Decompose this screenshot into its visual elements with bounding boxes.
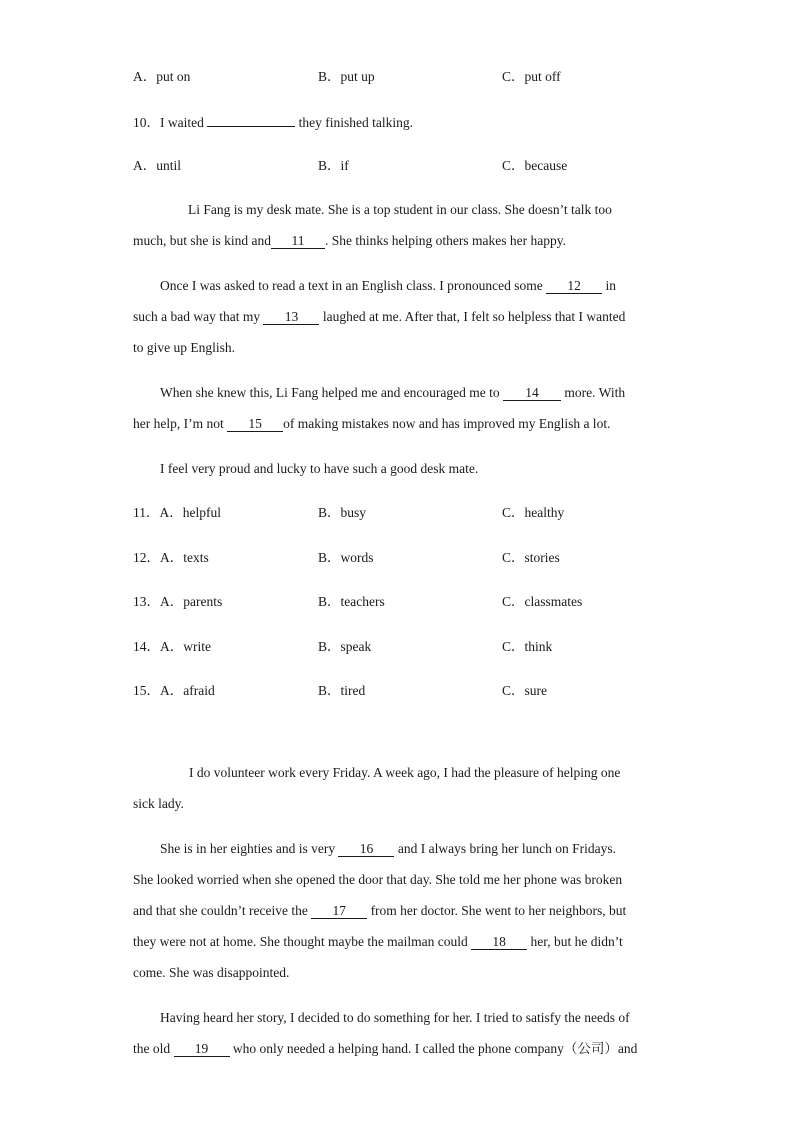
q10-option-a: A．until — [133, 158, 182, 173]
text-segment: laughed at me. After that, I felt so helpless that I wanted — [322, 309, 626, 324]
passage3-p1-line1: I do volunteer work every Friday. A week ago, I had the pleasure of helping one — [189, 765, 621, 780]
text-segment: her help, I’m not — [133, 416, 224, 431]
blank-19: 19 — [174, 1042, 230, 1057]
q14-option-c: C．think — [502, 639, 553, 654]
q15-option-a: 15．A．afraid — [133, 683, 215, 698]
text-segment: She is in her eighties and is very — [160, 841, 336, 856]
text-segment: more. With — [564, 385, 626, 400]
q15-option-c: C．sure — [502, 683, 547, 698]
blank-11: 11 — [271, 234, 325, 249]
q11-option-a: 11．A．helpful — [133, 505, 221, 520]
q10-stem-after: they finished talking. — [298, 115, 413, 130]
passage2-p2-line3: to give up English. — [133, 340, 235, 355]
text-segment: her, but he didn’t — [530, 934, 623, 949]
text-segment: and I always bring her lunch on Fridays. — [397, 841, 617, 856]
q13-option-a: 13．A．parents — [133, 594, 223, 609]
blank-15: 15 — [227, 417, 283, 432]
text-segment: from her doctor. She went to her neighbors, but — [370, 903, 627, 918]
q10-blank — [207, 113, 295, 127]
passage3-p3-line1: Having heard her story, I decided to do something for her. I tried to satisfy the needs of — [160, 1010, 630, 1025]
text-segment: they were not at home. She thought maybe the mailman could — [133, 934, 468, 949]
text-segment: much, but she is kind and — [133, 233, 271, 248]
passage3-p3-line2 — [133, 1041, 637, 1057]
q9-option-c: C．put off — [502, 69, 561, 84]
q10-stem-before: 10．I waited — [133, 115, 204, 130]
blank-13: 13 — [263, 310, 319, 325]
blank-16: 16 — [338, 842, 394, 857]
q9-option-b: B．put up — [318, 69, 375, 84]
text-segment: When she knew this, Li Fang helped me and encouraged me to — [160, 385, 500, 400]
text-segment: Once I was asked to read a text in an English class. I pronounced some — [160, 278, 543, 293]
q14-option-b: B．speak — [318, 639, 372, 654]
passage2-p3-line1 — [160, 385, 625, 401]
passage2-p2-line1 — [160, 278, 616, 294]
passage3-p2-line4 — [133, 934, 623, 950]
q12-option-b: B．words — [318, 550, 374, 565]
q14-option-a: 14．A．write — [133, 639, 211, 654]
text-segment: . She thinks helping others makes her happy. — [325, 233, 566, 248]
passage2-p1-line2 — [133, 233, 566, 249]
q15-option-b: B．tired — [318, 683, 366, 698]
q11-option-b: B．busy — [318, 505, 367, 520]
q10-option-b: B．if — [318, 158, 349, 173]
q11-option-c: C．healthy — [502, 505, 565, 520]
q10-stem — [133, 113, 413, 131]
text-segment: of making mistakes now and has improved my English a lot. — [283, 416, 611, 431]
text-segment: and that she couldn’t receive the — [133, 903, 308, 918]
passage3-p2-line1 — [160, 841, 616, 857]
q13-option-b: B．teachers — [318, 594, 385, 609]
text-segment: in — [605, 278, 617, 293]
passage2-p2-line2 — [133, 309, 625, 325]
passage2-p1-line1: Li Fang is my desk mate. She is a top student in our class. She doesn’t talk too — [188, 202, 612, 217]
blank-17: 17 — [311, 904, 367, 919]
text-segment: who only needed a helping hand. I called the phone company（公司）and — [232, 1041, 638, 1056]
passage2-p3-line2 — [133, 416, 610, 432]
blank-14: 14 — [503, 386, 561, 401]
q12-option-c: C．stories — [502, 550, 560, 565]
passage3-p1-line2: sick lady. — [133, 796, 184, 811]
q12-option-a: 12．A．texts — [133, 550, 209, 565]
blank-18: 18 — [471, 935, 527, 950]
blank-12: 12 — [546, 279, 602, 294]
passage3-p2-line5: come. She was disappointed. — [133, 965, 290, 980]
q13-option-c: C．classmates — [502, 594, 583, 609]
q10-option-c: C．because — [502, 158, 568, 173]
passage3-p2-line2: She looked worried when she opened the door that day. She told me her phone was broken — [133, 872, 623, 887]
text-segment: such a bad way that my — [133, 309, 261, 324]
passage2-p4-line1: I feel very proud and lucky to have such a good desk mate. — [160, 461, 479, 476]
q9-option-a: A．put on — [133, 69, 191, 84]
passage3-p2-line3 — [133, 903, 626, 919]
text-segment: the old — [133, 1041, 171, 1056]
